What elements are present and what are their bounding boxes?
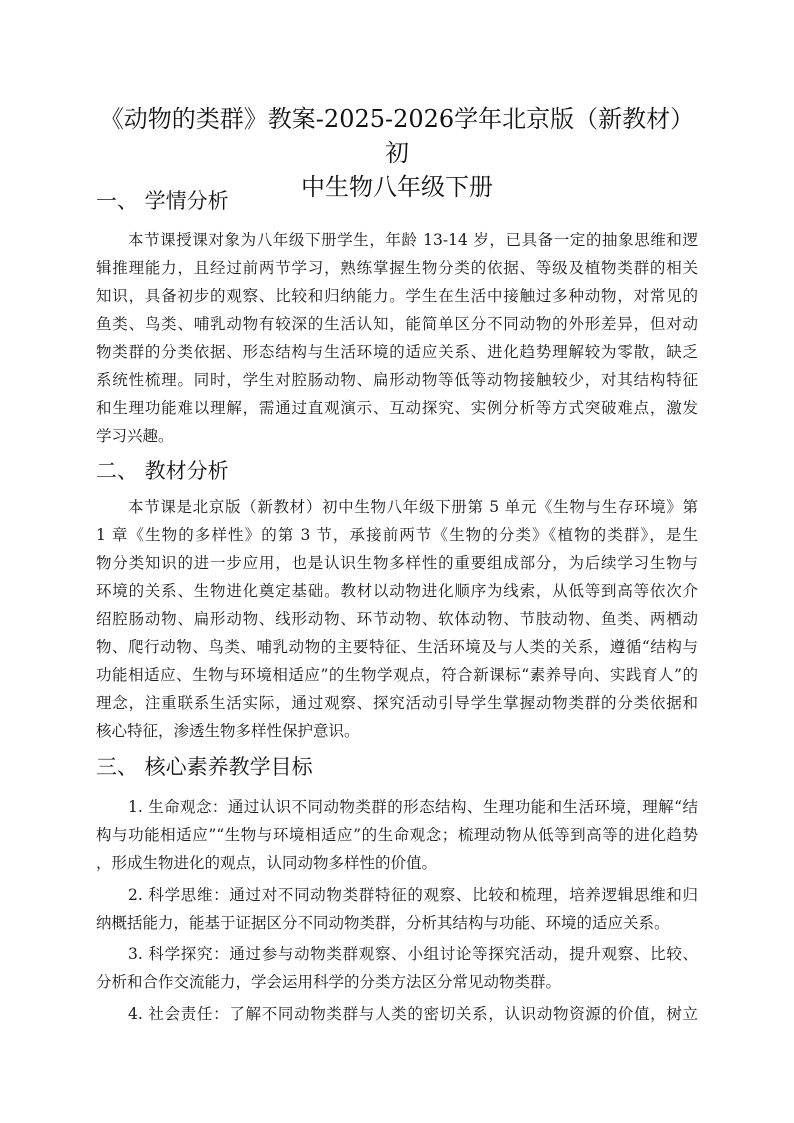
title-line-2: 中生物八年级下册 [301,173,493,201]
goal-item-line: 3. 科学探究：通过参与动物类群观察、小组讨论等探究活动，提升观察、比较、 [128,945,698,963]
paragraph-line: 理念，注重联系生活实际，通过观察、探究活动引导学生掌握动物类群的分类依据和 [96,694,698,712]
goal-item-line: 纳概括能力，能基于证据区分不同动物类群，分析其结构与功能、环境的适应关系。 [96,914,670,932]
goal-item-line: 2. 科学思维：通过对不同动物类群特征的观察、比较和梳理，培养逻辑思维和归 [128,886,698,904]
section-heading-1: 一、 学情分析 [96,189,229,213]
paragraph-line: 本节课是北京版（新教材）初中生物八年级下册第 5 单元《生物与生存环境》第 [128,498,698,516]
paragraph-line: 环境的关系、生物进化奠定基础。教材以动物进化顺序为线索，从低等到高等依次介 [96,582,698,600]
goal-item-line: 1. 生命观念：通过认识不同动物类群的形态结构、生理功能和生活环境，理解“结 [128,798,698,816]
paragraph-line: 学习兴趣。 [96,427,174,445]
paragraph-line: 辑推理能力，且经过前两节学习，熟练掌握生物分类的依据、等级及植物类群的相关 [96,259,698,277]
paragraph-line: 物、爬行动物、鸟类、哺乳动物的主要特征、生活环境及与人类的关系，遵循“结构与 [96,638,698,656]
goal-item-line: 分析和合作交流能力，学会运用科学的分类方法区分常见动物类群。 [96,973,562,991]
paragraph-line: 知识，具备初步的观察、比较和归纳能力。学生在生活中接触过多种动物，对常见的 [96,287,698,305]
paragraph-line: 物分类知识的进一步应用，也是认识生物多样性的重要组成部分，为后续学习生物与 [96,554,698,572]
paragraph-line: 功能相适应、生物与环境相适应”的生物学观点，符合新课标“素养导向、实践育人”的 [96,666,698,684]
paragraph-line: 系统性梳理。同时，学生对腔肠动物、扁形动物等低等动物接触较少，对其结构特征 [96,371,698,389]
section-heading-3: 三、 核心素养教学目标 [96,755,313,779]
goal-item-line: 4. 社会责任：了解不同动物类群与人类的密切关系，认识动物资源的价值，树立 [128,1005,698,1023]
paragraph-line: 核心特征，渗透生物多样性保护意识。 [96,722,360,740]
paragraph-line: 本节课授课对象为八年级下册学生，年龄 13-14 岁，已具备一定的抽象思维和逻 [128,231,698,249]
paragraph-line: 鱼类、鸟类、哺乳动物有较深的生活认知，能简单区分不同动物的外形差异，但对动 [96,315,698,333]
goal-item-line: ，形成生物进化的观点，认同动物多样性的价值。 [96,854,438,872]
paragraph-line: 物类群的分类依据、形态结构与生活环境的适应关系、进化趋势理解较为零散，缺乏 [96,343,698,361]
title-line-1: 《动物的类群》教案-2025-2026学年北京版（新教材）初 [99,105,695,167]
section-heading-2: 二、 教材分析 [96,459,229,483]
paragraph-line: 1 章《生物的多样性》的第 3 节，承接前两节《生物的分类》《植物的类群》，是生 [96,526,698,544]
goal-item-line: 构与功能相适应”“生物与环境相适应”的生命观念；梳理动物从低等到高等的进化趋势 [96,826,698,844]
paragraph-line: 绍腔肠动物、扁形动物、线形动物、环节动物、软体动物、节肢动物、鱼类、两栖动 [96,610,698,628]
paragraph-line: 和生理功能难以理解，需通过直观演示、互动探究、实例分析等方式突破难点，激发 [96,399,698,417]
